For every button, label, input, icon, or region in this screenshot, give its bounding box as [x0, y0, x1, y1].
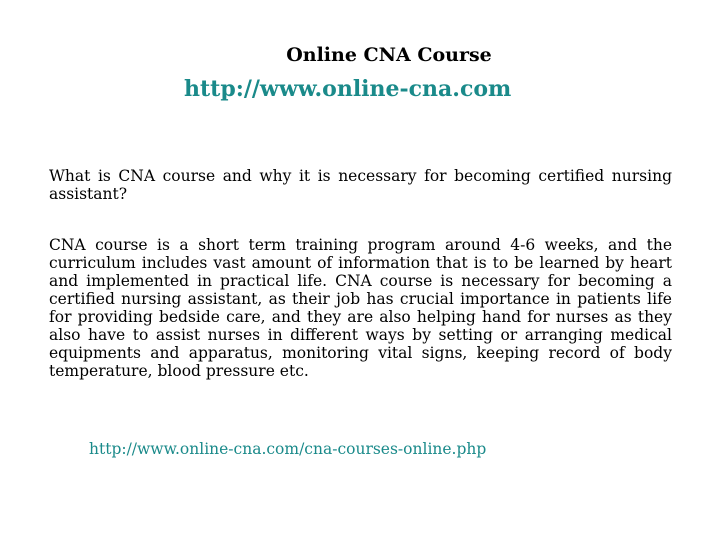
answer-paragraph: CNA course is a short term training program around 4-6 weeks, and the curriculum includes vast amount of information that is to be learned by heart and implemented in practical life. CNA course is necessary for becoming a certified nursing assistant, as their job has crucial importance in patients life for providing bedside care, and they are also helping hand for nurses as they also have to assist nurses in different ways by setting or arranging medical equipments and apparatus, monitoring vital signs, keeping record of body temperature, blood pressure etc.: [49, 236, 672, 380]
footer-link[interactable]: http://www.online-cna.com/cna-courses-online.php: [89, 440, 487, 458]
slide-title: Online CNA Course: [286, 44, 492, 66]
question-paragraph: What is CNA course and why it is necessary for becoming certified nursing assistant?: [49, 167, 672, 203]
title-url-link[interactable]: http://www.online-cna.com: [184, 76, 512, 102]
